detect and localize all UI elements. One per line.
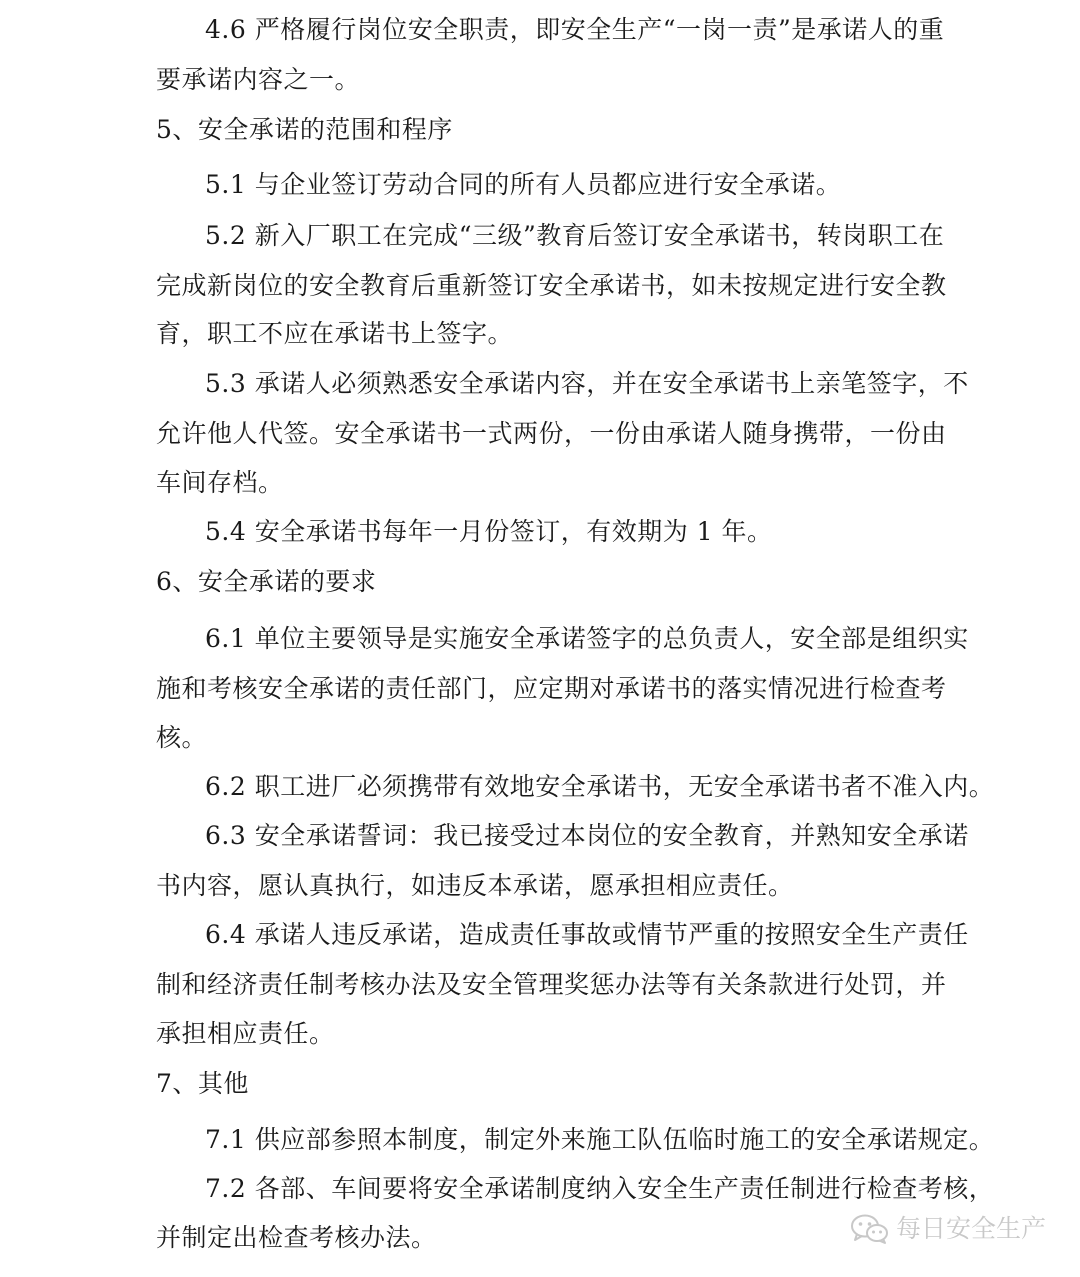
- text-line: 育，职工不应在承诺书上签字。: [156, 319, 514, 348]
- text-line: 制和经济责任制考核办法及安全管理奖惩办法等有关条款进行处罚，并: [156, 970, 947, 999]
- text-line: 要承诺内容之一。: [156, 65, 361, 94]
- text-line: 并制定出检查考核办法。: [156, 1223, 437, 1252]
- section-heading: 6、安全承诺的要求: [156, 567, 377, 596]
- text-line: 承担相应责任。: [156, 1019, 335, 1048]
- text-line: 5.1 与企业签订劳动合同的所有人员都应进行安全承诺。: [205, 170, 842, 199]
- text-line: 5.2 新入厂职工在完成“三级”教育后签订安全承诺书，转岗职工在: [205, 221, 945, 250]
- text-line: 完成新岗位的安全教育后重新签订安全承诺书，如未按规定进行安全教: [156, 271, 947, 300]
- wechat-icon: [850, 1213, 890, 1245]
- text-line: 7.2 各部、车间要将安全承诺制度纳入安全生产责任制进行检查考核，: [205, 1174, 995, 1203]
- section-heading: 5、安全承诺的范围和程序: [156, 115, 453, 144]
- watermark: [850, 1213, 1046, 1245]
- text-line: 6.4 承诺人违反承诺，造成责任事故或情节严重的按照安全生产责任: [205, 920, 969, 949]
- text-line: 6.3 安全承诺誓词：我已接受过本岗位的安全教育，并熟知安全承诺: [205, 821, 969, 850]
- watermark-text: 每日安全生产: [895, 1214, 1046, 1243]
- text-line: 允许他人代签。安全承诺书一式两份，一份由承诺人随身携带，一份由: [156, 419, 947, 448]
- text-line: 车间存档。: [156, 468, 284, 497]
- text-line: 4.6 严格履行岗位安全职责，即安全生产“一岗一责”是承诺人的重: [205, 15, 945, 44]
- text-line: 书内容，愿认真执行，如违反本承诺，愿承担相应责任。: [156, 871, 794, 900]
- text-line: 5.4 安全承诺书每年一月份签订，有效期为 1 年。: [205, 517, 773, 546]
- text-line: 施和考核安全承诺的责任部门，应定期对承诺书的落实情况进行检查考: [156, 674, 947, 703]
- text-line: 7.1 供应部参照本制度，制定外来施工队伍临时施工的安全承诺规定。: [205, 1125, 995, 1154]
- text-line: 核。: [156, 723, 208, 752]
- section-heading: 7、其他: [156, 1069, 249, 1098]
- text-line: 6.2 职工进厂必须携带有效地安全承诺书，无安全承诺书者不准入内。: [205, 772, 995, 801]
- text-line: 5.3 承诺人必须熟悉安全承诺内容，并在安全承诺书上亲笔签字，不: [205, 369, 969, 398]
- text-line: 6.1 单位主要领导是实施安全承诺签字的总负责人，安全部是组织实: [205, 624, 969, 653]
